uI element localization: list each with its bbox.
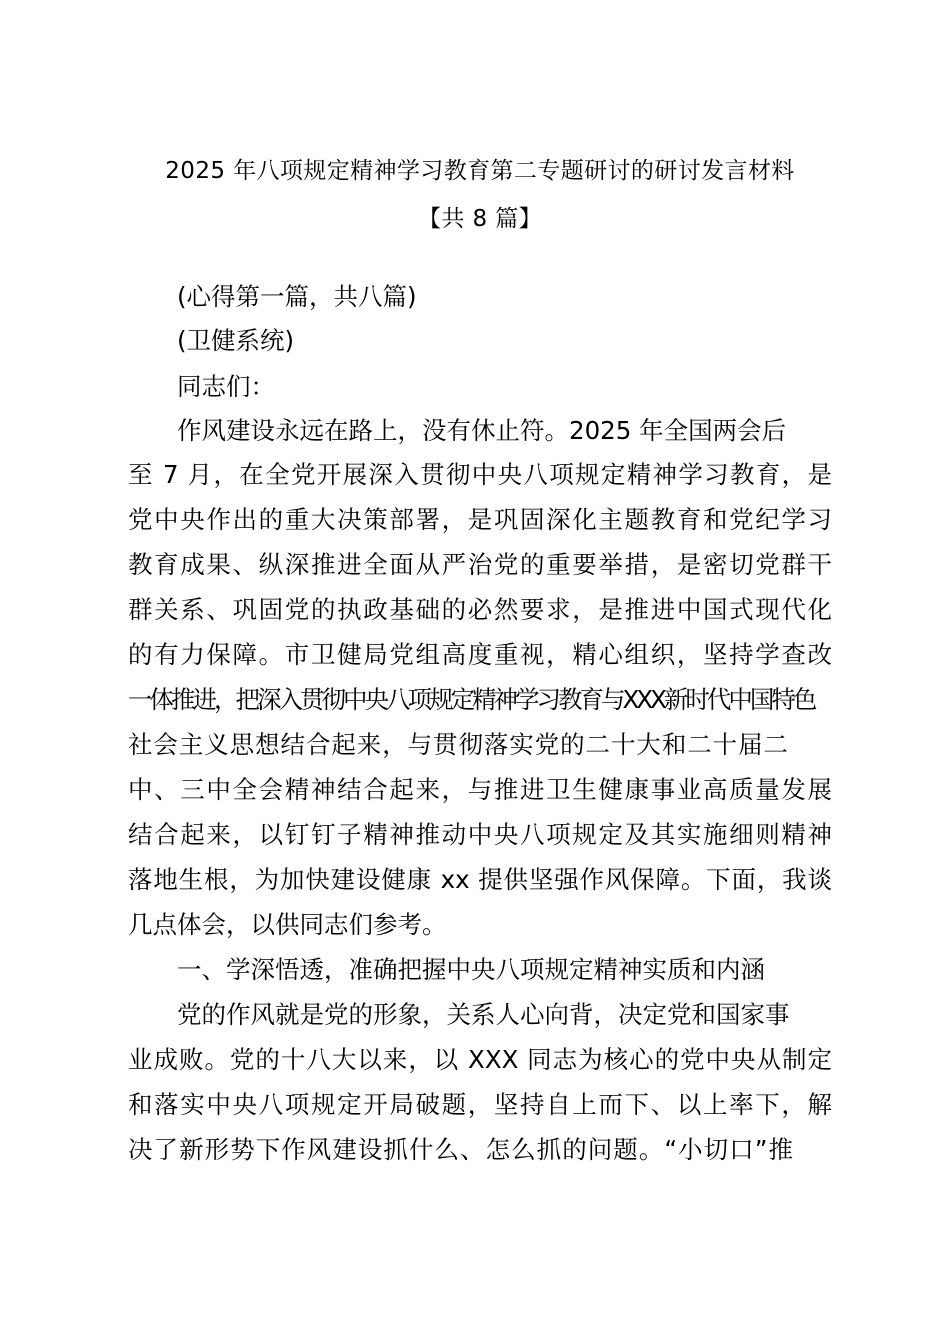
salutation: 同志们：: [177, 372, 275, 401]
paragraph-line: 作风建设永远在路上，没有休止符。2025 年全国两会后: [177, 416, 787, 445]
paragraph-line: 社会主义思想结合起来，与贯彻落实党的二十大和二十届二: [128, 730, 788, 759]
paragraph-line: 业成败。党的十八大以来，以 XXX 同志为核心的党中央从制定: [128, 1045, 832, 1074]
paragraph-line: 结合起来，以钉钉子精神推动中央八项规定及其实施细则精神: [128, 820, 832, 849]
paragraph-line: 党中央作出的重大决策部署，是巩固深化主题教育和党纪学习: [128, 505, 832, 534]
series-note: (心得第一篇，共八篇): [177, 282, 417, 311]
paragraph-line: 几点体会，以供同志们参考。: [128, 910, 447, 939]
paragraph-line: 党的作风就是党的形象，关系人心向背，决定党和国家事: [177, 1000, 790, 1029]
paragraph-line: 至 7 月，在全党开展深入贯彻中央八项规定精神学习教育，是: [128, 460, 832, 489]
paragraph-line: 决了新形势下作风建设抓什么、怎么抓的问题。“小切口”推: [128, 1135, 793, 1164]
document-title: 2025 年八项规定精神学习教育第二专题研讨的研讨发言材料: [165, 158, 795, 184]
paragraph-line: 和落实中央八项规定开局破题，坚持自上而下、以上率下，解: [128, 1090, 832, 1119]
paragraph-line: 中、三中全会精神结合起来，与推进卫生健康事业高质量发展: [128, 775, 832, 804]
paragraph-line: 教育成果、纵深推进全面从严治党的重要举措，是密切党群干: [128, 550, 832, 579]
document-subtitle: 【共 8 篇】: [417, 206, 543, 232]
paragraph-line: 的有力保障。市卫健局党组高度重视，精心组织，坚持学查改: [128, 640, 832, 669]
paragraph-line: 落地生根，为加快建设健康 xx 提供坚强作风保障。下面，我谈: [128, 865, 832, 894]
system-note: (卫健系统): [177, 326, 295, 355]
paragraph-line: 群关系、巩固党的执政基础的必然要求，是推进中国式现代化: [128, 595, 832, 624]
section-heading: 一、学深悟透，准确把握中央八项规定精神实质和内涵: [177, 955, 765, 984]
paragraph-line: 一体推进，把深入贯彻中央八项规定精神学习教育与XXX新时代中国特色: [128, 685, 815, 714]
